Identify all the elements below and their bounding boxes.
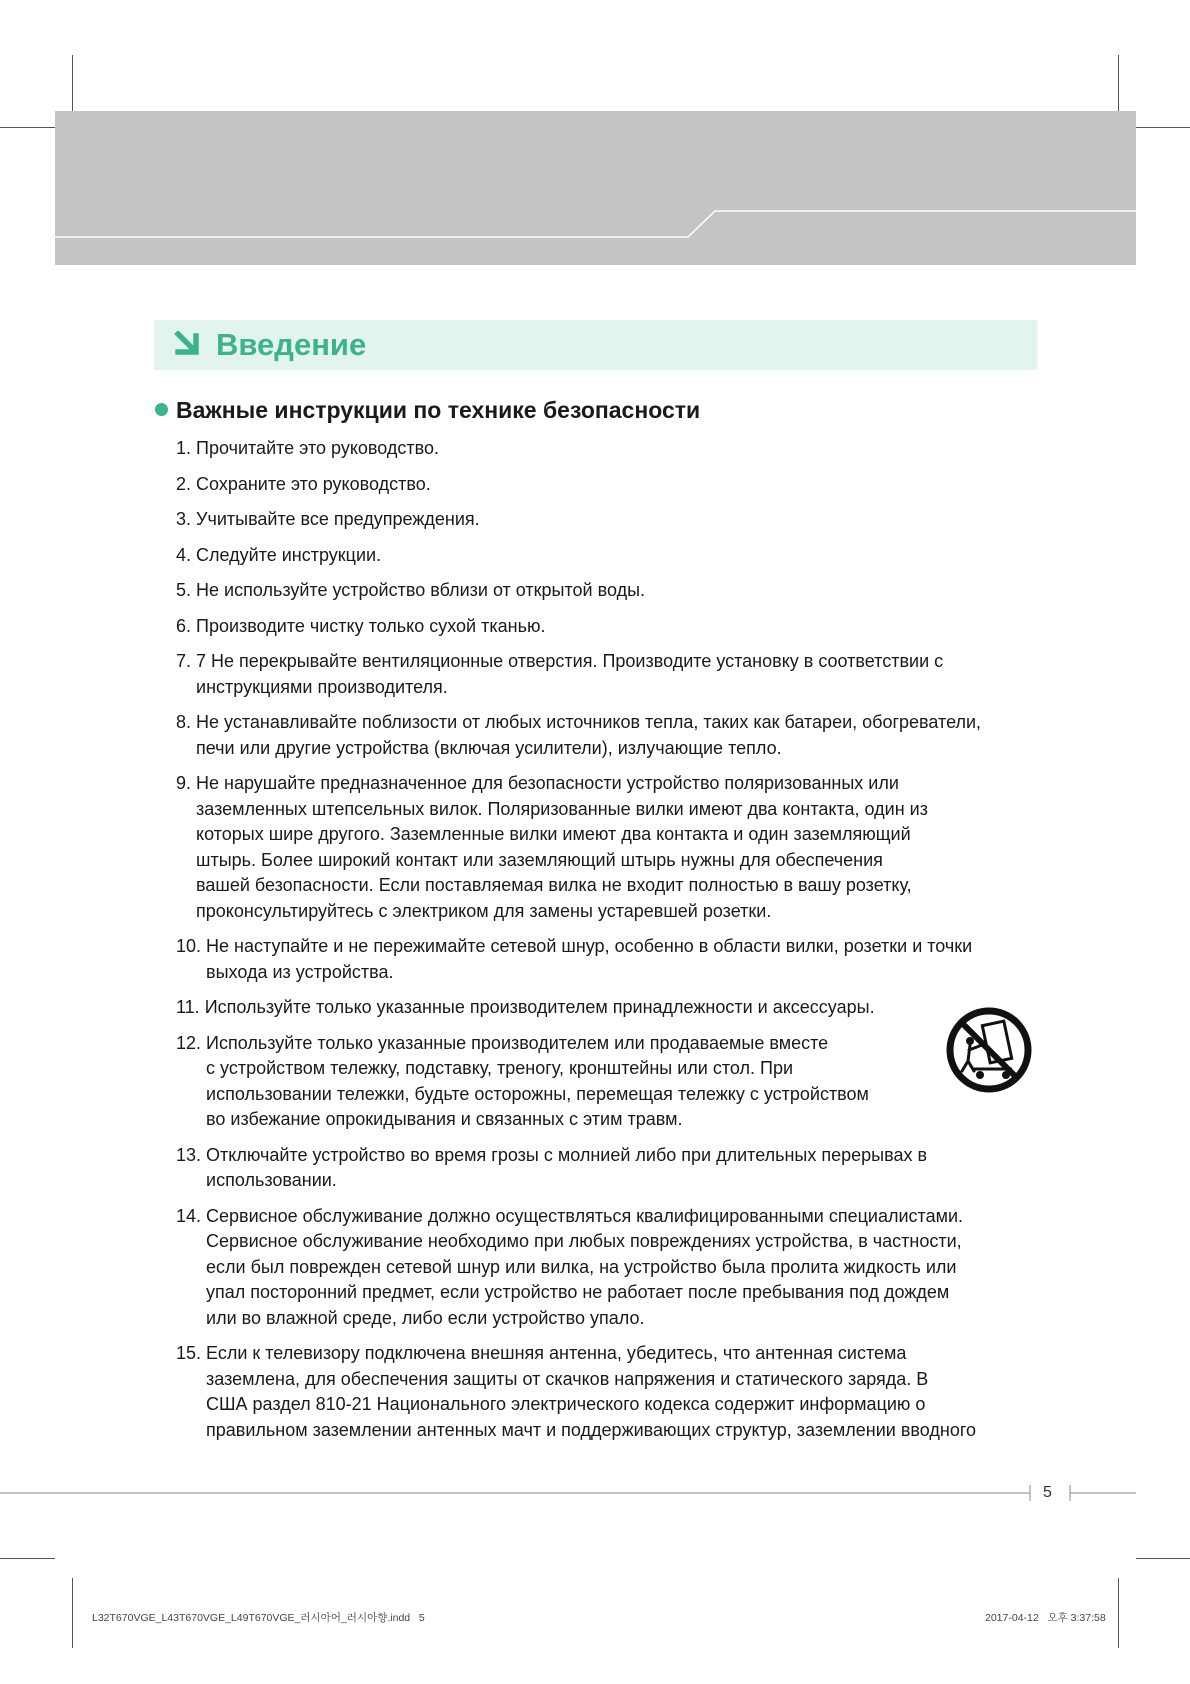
list-item: [176, 995, 1046, 1021]
item-text: Сохраните это руководство.: [196, 473, 431, 494]
list-item: [176, 578, 1046, 604]
item-number: 10.: [176, 936, 207, 956]
crop-mark: [1136, 1558, 1190, 1559]
crop-mark: [0, 127, 55, 128]
list-item: [176, 543, 1046, 569]
list-item: [176, 771, 1046, 924]
item-number: 11.: [176, 997, 205, 1017]
section-title: Введение: [216, 327, 367, 362]
crop-mark: [1118, 1578, 1119, 1648]
item-text: Если к телевизору подключена внешняя антенна, убедитесь, что антенная система заземлена, для обеспечения защиты от скачков напряжения и статического заряда. В США раздел 810-21 Национального электрического кодекса содержит информацию о правильном заземлении антенных мачт и поддерживающих структур, заземлении вводного: [206, 1343, 977, 1440]
print-slug-timestamp: 2017-04-12 오후 3:37:58: [985, 1612, 1106, 1624]
section-title-bar: [154, 320, 1037, 370]
cart-tipover-warning-icon: [944, 1005, 1034, 1095]
item-text: Следуйте инструкции.: [196, 544, 382, 565]
list-item: [176, 934, 1046, 985]
item-text: Сервисное обслуживание должно осуществляться квалифицированными специалистами. Сервисное обслуживание необходимо при любых повреждениях устройства, в частности, если был поврежден сетевой шнур или вилка, на устройство была пролита жидкость или упал посторонний предмет, если устройство не работает после пребывания под дождем или во влажной среде, либо если устройство упало.: [206, 1205, 964, 1328]
arrow-down-right-icon: [174, 331, 202, 357]
crop-mark: [72, 1578, 73, 1648]
list-item: [176, 507, 1046, 533]
crop-mark: [0, 1558, 55, 1559]
page-number: 5: [1043, 1484, 1052, 1501]
item-number: 6.: [176, 615, 197, 636]
header-decoration: [55, 111, 1136, 265]
list-item: [176, 472, 1046, 498]
item-text: Не устанавливайте поблизости от любых источников тепла, таких как батареи, обогреватели, печи или другие устройства (включая усилители), излучающие тепло.: [196, 712, 982, 758]
item-text: Прочитайте это руководство.: [196, 438, 440, 458]
list-item: [176, 614, 1046, 640]
item-number: 13.: [176, 1144, 207, 1165]
item-number: 2.: [176, 473, 197, 494]
list-item: [176, 649, 1046, 700]
item-text: Не наступайте и не пережимайте сетевой шнур, особенно в области вилки, розетки и точки выхода из устройства.: [206, 936, 973, 982]
item-text: Не используйте устройство вблизи от открытой воды.: [196, 580, 646, 600]
item-number: 12.: [176, 1032, 207, 1053]
list-item: [176, 1143, 1046, 1194]
item-number: 14.: [176, 1205, 207, 1226]
item-number: 1.: [176, 438, 197, 458]
item-number: 4.: [176, 544, 197, 565]
item-text: Используйте только указанные производителем принадлежности и аксессуары.: [204, 997, 875, 1017]
item-text: 7 Не перекрывайте вентиляционные отверстия. Производите установку в соответствии с инструкциями производителя.: [196, 651, 944, 697]
item-number: 15.: [176, 1343, 207, 1363]
bullet-dot: [155, 403, 168, 416]
item-number: 5.: [176, 580, 197, 600]
list-item: [176, 710, 1046, 761]
item-text: Используйте только указанные производителем или продаваемые вместе с устройством тележку, подставку, треногу, кронштейны или стол. При использовании тележки, будьте осторожны, перемещая тележку с устройством во избежание опрокидывания и связанных с этим травм.: [206, 1032, 869, 1129]
print-slug-filename: L32T670VGE_L43T670VGE_L49T670VGE_러시아어_러시아향.indd 5: [92, 1612, 425, 1624]
list-item: [176, 436, 1046, 462]
item-text: Не нарушайте предназначенное для безопасности устройство поляризованных или заземленных штепсельных вилок. Поляризованные вилки имеют два контакта, один из которых шире другого. Заземленные вилки имеют два контакта и один заземляющий штырь. Более широкий контакт или заземляющий штырь нужны для обеспечения вашей безопасности. Если поставляемая вилка не входит полностью в вашу розетку, проконсультируйтесь с электриком для замены устаревшей розетки.: [196, 773, 928, 921]
list-item: [176, 1204, 1046, 1332]
item-number: 3.: [176, 509, 197, 529]
list-item: [176, 1341, 1046, 1443]
item-number: 8.: [176, 712, 197, 732]
item-text: Отключайте устройство во время грозы с молнией либо при длительных перерывах в использовании.: [206, 1144, 928, 1190]
item-text: Производите чистку только сухой тканью.: [196, 615, 546, 636]
item-number: 9.: [176, 773, 197, 793]
crop-mark: [1136, 127, 1190, 128]
footer-rule: [0, 1480, 1190, 1510]
safety-instructions-list: [176, 436, 1046, 1453]
list-item: [176, 1031, 1046, 1133]
item-text: Учитывайте все предупреждения.: [196, 509, 480, 529]
item-number: 7.: [176, 651, 197, 671]
subsection-title: Важные инструкции по технике безопасности: [176, 397, 701, 423]
